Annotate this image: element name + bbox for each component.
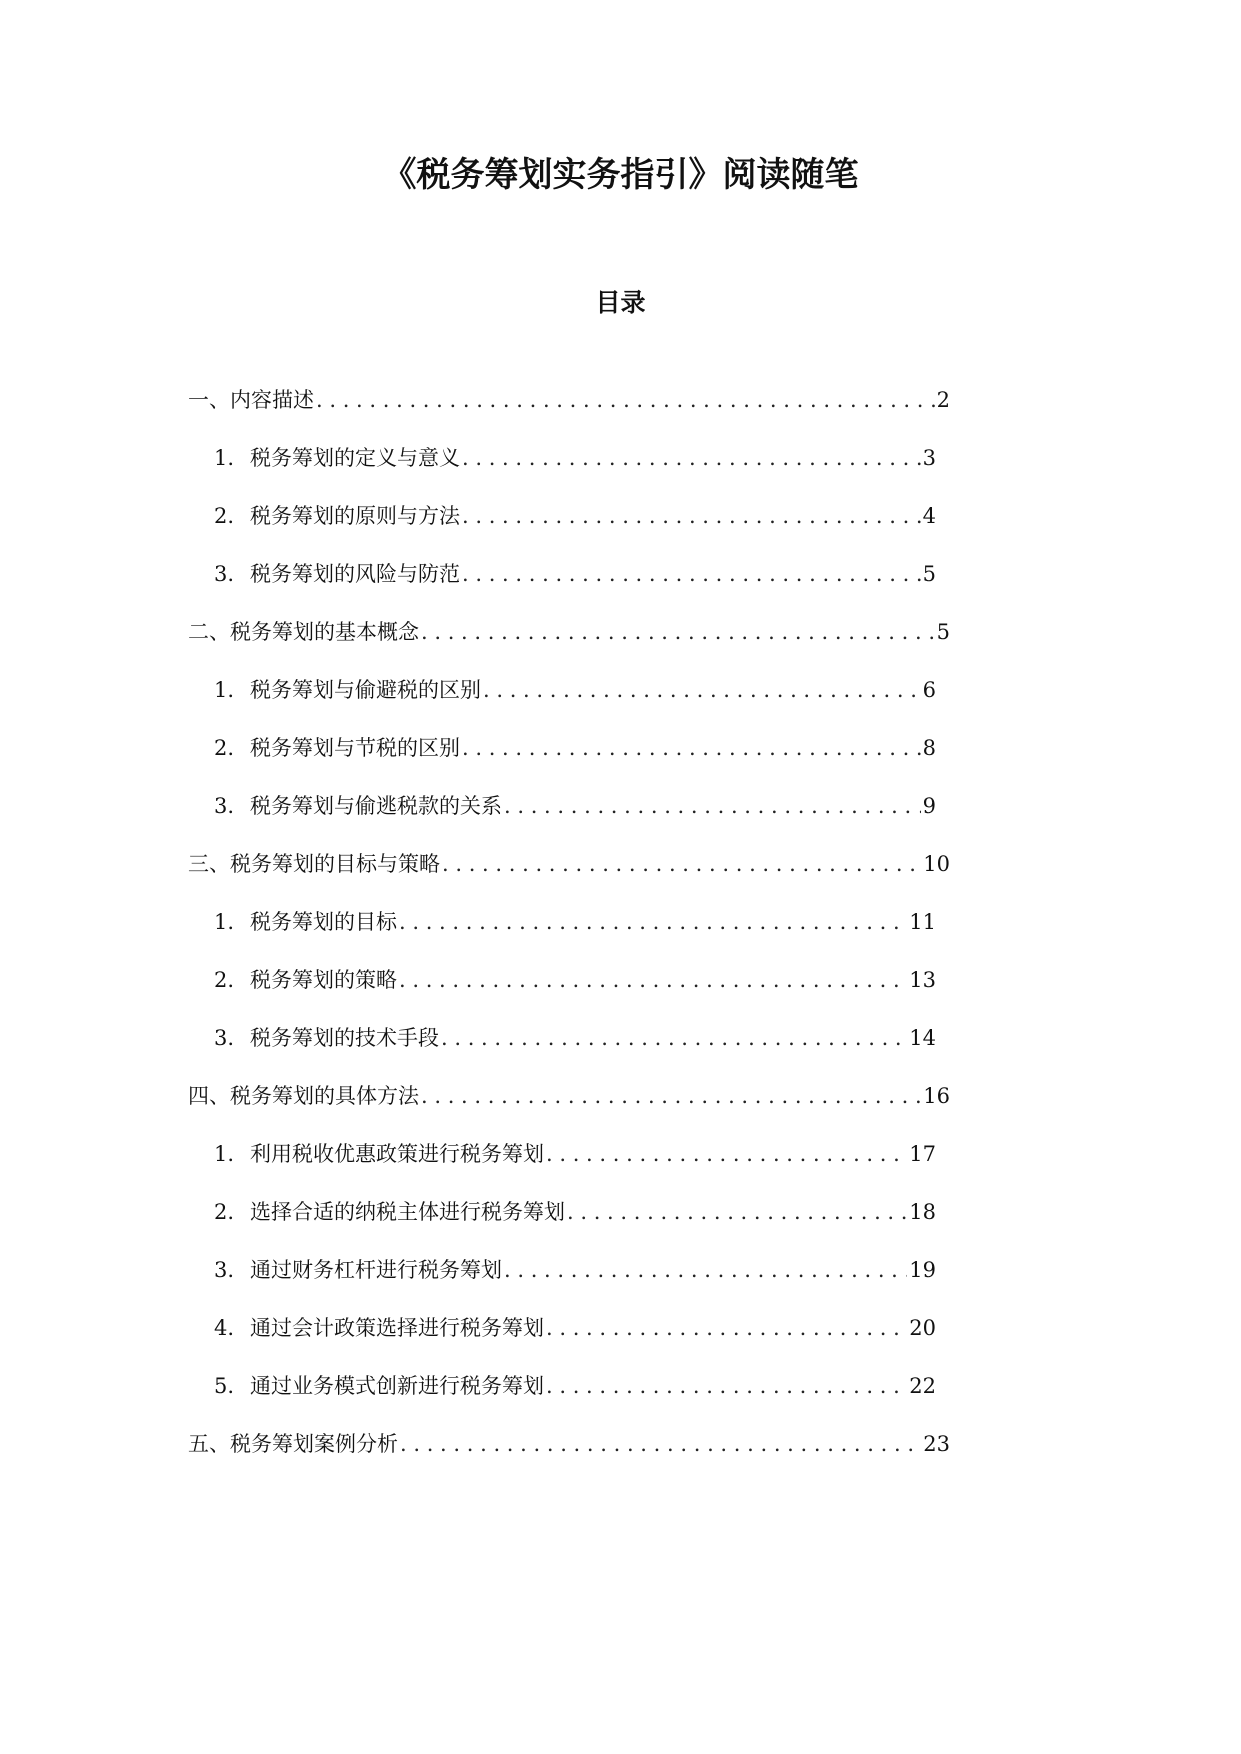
toc-entry-subsection[interactable] xyxy=(214,1369,936,1403)
toc-entry-number: 3. xyxy=(214,794,235,818)
toc-entry-number: 1. xyxy=(214,678,235,702)
toc-entry-subsection[interactable] xyxy=(214,1311,936,1345)
toc-entry-text: 二、税务筹划的基本概念 xyxy=(188,620,419,644)
toc-entry-section-1[interactable] xyxy=(188,383,950,417)
toc-dot-leader xyxy=(546,1137,907,1171)
toc-entry-subsection[interactable] xyxy=(214,1195,936,1229)
toc-entry-section-2[interactable] xyxy=(188,615,950,649)
toc-entry-text: 通过会计政策选择进行税务筹划 xyxy=(250,1316,544,1340)
toc-entry-number: 3. xyxy=(214,1258,235,1282)
toc-dot-leader xyxy=(546,1369,907,1403)
toc-page-number: 3 xyxy=(922,446,936,470)
toc-entry-subsection[interactable] xyxy=(214,905,936,939)
toc-dot-leader xyxy=(462,731,921,765)
toc-entry-number: 1. xyxy=(214,446,235,470)
toc-entry-section-4[interactable] xyxy=(188,1079,950,1113)
toc-entry-text: 通过业务模式创新进行税务筹划 xyxy=(250,1374,544,1398)
toc-entry-section-3[interactable] xyxy=(188,847,950,881)
toc-entry-number: 1. xyxy=(214,910,235,934)
toc-entry-subsection[interactable] xyxy=(214,1253,936,1287)
toc-entry-number: 3. xyxy=(214,1026,235,1050)
toc-page-number: 14 xyxy=(909,1026,936,1050)
toc-entry-text: 税务筹划与偷逃税款的关系 xyxy=(250,794,502,818)
toc-entry-subsection[interactable] xyxy=(214,789,936,823)
toc-dot-leader xyxy=(462,441,921,475)
toc-dot-leader xyxy=(483,673,921,707)
toc-dot-leader xyxy=(316,383,935,417)
toc-entry-text: 五、税务筹划案例分析 xyxy=(188,1432,398,1456)
toc-heading: 目录 xyxy=(595,288,646,317)
toc-entry-text: 通过财务杠杆进行税务筹划 xyxy=(250,1258,502,1282)
toc-dot-leader xyxy=(399,963,907,997)
toc-page-number: 2 xyxy=(936,388,950,412)
toc-dot-leader xyxy=(567,1195,907,1229)
toc-entry-text: 税务筹划的技术手段 xyxy=(250,1026,439,1050)
toc-dot-leader xyxy=(442,847,921,881)
document-title: 《税务筹划实务指引》阅读随笔 xyxy=(382,155,859,195)
toc-page-number: 16 xyxy=(923,1084,950,1108)
toc-entry-subsection[interactable] xyxy=(214,1137,936,1171)
toc-entry-number: 5. xyxy=(214,1374,235,1398)
toc-entry-text: 税务筹划与偷避税的区别 xyxy=(250,678,481,702)
toc-page-number: 19 xyxy=(909,1258,936,1282)
toc-page-number: 5 xyxy=(936,620,950,644)
toc-entry-number: 1. xyxy=(214,1142,235,1166)
toc-entry-text: 利用税收优惠政策进行税务筹划 xyxy=(250,1142,544,1166)
toc-entry-text: 税务筹划的目标 xyxy=(250,910,397,934)
toc-page-number: 5 xyxy=(922,562,936,586)
toc-page-number: 6 xyxy=(922,678,936,702)
toc-dot-leader xyxy=(399,905,907,939)
toc-page-number: 4 xyxy=(922,504,936,528)
toc-entry-subsection[interactable] xyxy=(214,557,936,591)
toc-entry-subsection[interactable] xyxy=(214,441,936,475)
toc-page-number: 9 xyxy=(922,794,936,818)
toc-dot-leader xyxy=(441,1021,907,1055)
toc-entry-number: 2. xyxy=(214,1200,235,1224)
toc-entry-text: 三、税务筹划的目标与策略 xyxy=(188,852,440,876)
toc-entry-number: 4. xyxy=(214,1316,235,1340)
toc-page-number: 11 xyxy=(909,910,936,934)
toc-page-number: 13 xyxy=(909,968,936,992)
toc-dot-leader xyxy=(546,1311,907,1345)
toc-entry-text: 税务筹划的风险与防范 xyxy=(250,562,460,586)
toc-entry-subsection[interactable] xyxy=(214,1021,936,1055)
toc-dot-leader xyxy=(400,1427,921,1461)
toc-entry-subsection[interactable] xyxy=(214,731,936,765)
toc-dot-leader xyxy=(421,1079,921,1113)
toc-entry-number: 2. xyxy=(214,968,235,992)
toc-page-number: 17 xyxy=(909,1142,936,1166)
toc-entry-text: 税务筹划的定义与意义 xyxy=(250,446,460,470)
toc-entry-number: 2. xyxy=(214,504,235,528)
toc-entry-subsection[interactable] xyxy=(214,499,936,533)
toc-entry-section-5[interactable] xyxy=(188,1427,950,1461)
toc-dot-leader xyxy=(421,615,935,649)
toc-dot-leader xyxy=(462,499,921,533)
toc-entry-number: 2. xyxy=(214,736,235,760)
toc-page-number: 20 xyxy=(909,1316,936,1340)
toc-dot-leader xyxy=(504,789,921,823)
toc-entry-text: 税务筹划的策略 xyxy=(250,968,397,992)
toc-dot-leader xyxy=(504,1253,907,1287)
toc-entry-subsection[interactable] xyxy=(214,673,936,707)
toc-entry-subsection[interactable] xyxy=(214,963,936,997)
toc-entry-text: 税务筹划与节税的区别 xyxy=(250,736,460,760)
toc-page-number: 10 xyxy=(923,852,950,876)
toc-page-number: 18 xyxy=(909,1200,936,1224)
toc-entry-text: 一、内容描述 xyxy=(188,388,314,412)
toc-entry-number: 3. xyxy=(214,562,235,586)
toc-entry-text: 选择合适的纳税主体进行税务筹划 xyxy=(250,1200,565,1224)
toc-dot-leader xyxy=(462,557,921,591)
toc-page-number: 8 xyxy=(922,736,936,760)
toc-page-number: 23 xyxy=(923,1432,950,1456)
toc-entry-text: 四、税务筹划的具体方法 xyxy=(188,1084,419,1108)
toc-entry-text: 税务筹划的原则与方法 xyxy=(250,504,460,528)
toc-page-number: 22 xyxy=(909,1374,936,1398)
